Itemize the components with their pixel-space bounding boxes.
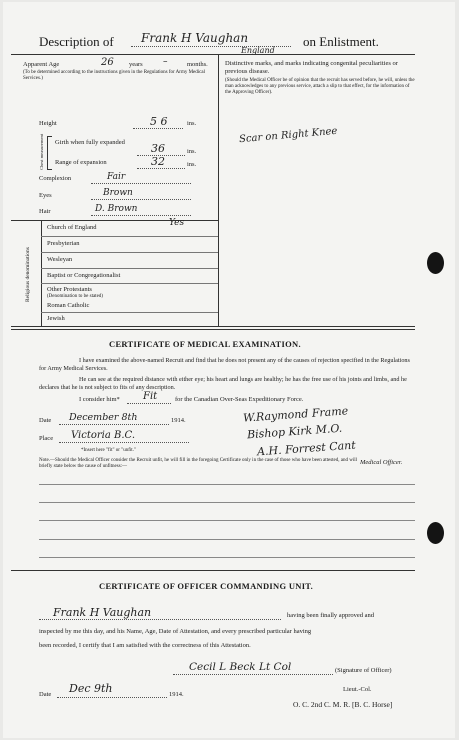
unfit-line-3	[39, 520, 415, 521]
height-line	[133, 128, 183, 129]
medical-date-year: 1914.	[171, 417, 186, 424]
chest-label: Chest measurement	[39, 133, 44, 170]
officer-signature-label: (Signature of Officer)	[335, 667, 392, 674]
officer-line-2: inspected by me this day, and his Name, Age, Date of Attestation, and every prescribed particular having	[39, 628, 312, 635]
unfit-line-2	[39, 502, 415, 503]
range-ins-label: ins.	[187, 161, 197, 168]
religion-line-5	[41, 312, 218, 313]
eyes-label: Eyes	[39, 192, 52, 199]
fit-value: Fit	[143, 391, 158, 402]
medical-top-rule	[11, 326, 415, 327]
officer-date-value: Dec 9th	[69, 682, 113, 695]
hair-label: Hair	[39, 208, 51, 215]
months-value: –	[163, 57, 168, 67]
fit-line	[127, 403, 171, 404]
religion-line-1	[41, 236, 218, 237]
religion-presbyterian: Presbyterian	[47, 240, 80, 247]
range-label: Range of expansion	[55, 159, 107, 166]
punch-hole-top	[427, 252, 444, 274]
consider-suffix: for the Canadian Over-Seas Expeditionary Force.	[175, 396, 304, 403]
years-label: years	[129, 61, 143, 68]
officer-certificate-heading: CERTIFICATE OF OFFICER COMMANDING UNIT.	[99, 581, 314, 591]
religion-jewish: Jewish	[47, 315, 65, 322]
medical-date-value: December 8th	[69, 412, 138, 423]
girth-label: Girth when fully expanded	[55, 139, 125, 146]
officer-signature-line	[173, 674, 333, 675]
officer-name-line	[39, 619, 281, 620]
medical-signature-2: Bishop Kirk M.O.	[246, 421, 343, 442]
officer-top-rule	[11, 570, 415, 571]
range-line	[137, 168, 185, 169]
age-value: 26	[101, 57, 114, 68]
religion-mark: Yes	[169, 218, 185, 228]
medical-signature-1: W.Raymond Frame	[242, 404, 349, 425]
attestation-page	[3, 2, 455, 738]
religious-denominations-label: Religious denominations	[25, 247, 31, 302]
religion-wesleyan: Wesleyan	[47, 256, 73, 263]
officer-line-1-suffix: having been finally approved and	[287, 612, 374, 619]
religion-note: (Denomination to be stated)	[47, 294, 103, 299]
distinctive-marks-value: Scar on Right Knee	[238, 125, 338, 146]
complexion-label: Complexion	[39, 175, 72, 182]
eyes-line	[91, 199, 191, 200]
officer-date-line	[57, 697, 167, 698]
distinctive-marks-note: (Should the Medical Officer be of opinion that the recruit has served before, he will, unless the man acknowledges to any previous service, attach a slip to that effect, for the information of the Approving Officer).	[225, 78, 415, 95]
religion-church-of-england: Church of England	[47, 224, 97, 231]
recruit-name: Frank H Vaughan	[141, 31, 249, 45]
religion-line-4	[41, 283, 218, 284]
title-rule	[11, 54, 415, 55]
girth-ins-label: ins.	[187, 148, 197, 155]
unfit-note: Note.—Should the Medical Officer consider the Recruit unfit, he will fill in the foregoing Certificate only in the case of those who have been attested, and will briefly state below the cause of unfitness:—	[39, 458, 358, 469]
place-line	[59, 442, 189, 443]
medical-paragraph-1: I have examined the above-named Recruit and find that he does not present any of the causes of rejection specified in the Regulations for Army Medical Services.	[39, 357, 410, 372]
title-country: England	[241, 46, 275, 55]
officer-date-year: 1914.	[169, 691, 184, 698]
eyes-value: Brown	[103, 188, 133, 198]
medical-officer-label: Medical Officer.	[360, 459, 403, 466]
complexion-value: Fair	[107, 172, 126, 182]
unfit-line-5	[39, 557, 415, 558]
months-label: months.	[187, 61, 208, 68]
officer-recruit-name: Frank H Vaughan	[53, 606, 152, 619]
medical-certificate-heading: CERTIFICATE OF MEDICAL EXAMINATION.	[109, 339, 301, 349]
officer-line-3: been recorded, I certify that I am satisfied with the correctness of this Attestation.	[39, 642, 251, 649]
title-prefix: Description of	[39, 34, 114, 49]
religion-line-2	[41, 252, 218, 253]
height-value: 5 6	[150, 115, 168, 128]
officer-signature: Cecil L Beck Lt Col	[189, 661, 292, 673]
age-note: (To be determined according to the instructions given in the Regulations for Army Medical Services.)	[23, 70, 205, 81]
unfit-line-4	[39, 539, 415, 540]
girth-value: 36	[151, 142, 165, 155]
punch-hole-bottom	[427, 522, 444, 544]
medical-date-label: Date	[39, 417, 52, 424]
religion-roman-catholic: Roman Catholic	[47, 302, 90, 309]
title-suffix: on Enlistment.	[303, 34, 379, 49]
hair-value: D. Brown	[95, 204, 138, 214]
fit-note: *Insert here "fit" or "unfit."	[81, 448, 136, 453]
medical-paragraph-2: He can see at the required distance with either eye; his heart and lungs are healthy; he has the free use of his joints and limbs, and he declares that he is not subject to fits of any description.	[39, 376, 407, 391]
place-label: Place	[39, 435, 54, 442]
religion-baptist: Baptist or Congregationalist	[47, 272, 121, 279]
officer-rank: Lieut.-Col.	[343, 686, 372, 693]
officer-date-label: Date	[39, 691, 52, 698]
hair-line	[91, 215, 191, 216]
medical-top-rule-2	[11, 329, 415, 330]
medical-signature-3: A.H. Forrest Cant	[256, 438, 357, 459]
range-value: 32	[151, 155, 165, 168]
religion-line-3	[41, 268, 218, 269]
medical-date-line	[59, 424, 169, 425]
officer-unit: O. C. 2nd C. M. R. [B. C. Horse]	[293, 700, 393, 709]
unfit-line-1	[39, 484, 415, 485]
apparent-age-label: Apparent Age	[23, 61, 60, 68]
complexion-line	[91, 183, 191, 184]
height-ins-label: ins.	[187, 120, 197, 127]
religion-top-rule	[11, 220, 218, 221]
religion-other-protestants: Other Protestants	[47, 286, 92, 293]
place-value: Victoria B.C.	[71, 430, 136, 441]
column-divider	[218, 54, 219, 326]
distinctive-marks-label: Distinctive marks, and marks indicating congenital peculiarities or previous disease.	[225, 60, 398, 75]
consider-prefix: I consider him*	[79, 396, 120, 403]
height-label: Height	[39, 120, 57, 127]
chest-bracket	[47, 136, 52, 170]
